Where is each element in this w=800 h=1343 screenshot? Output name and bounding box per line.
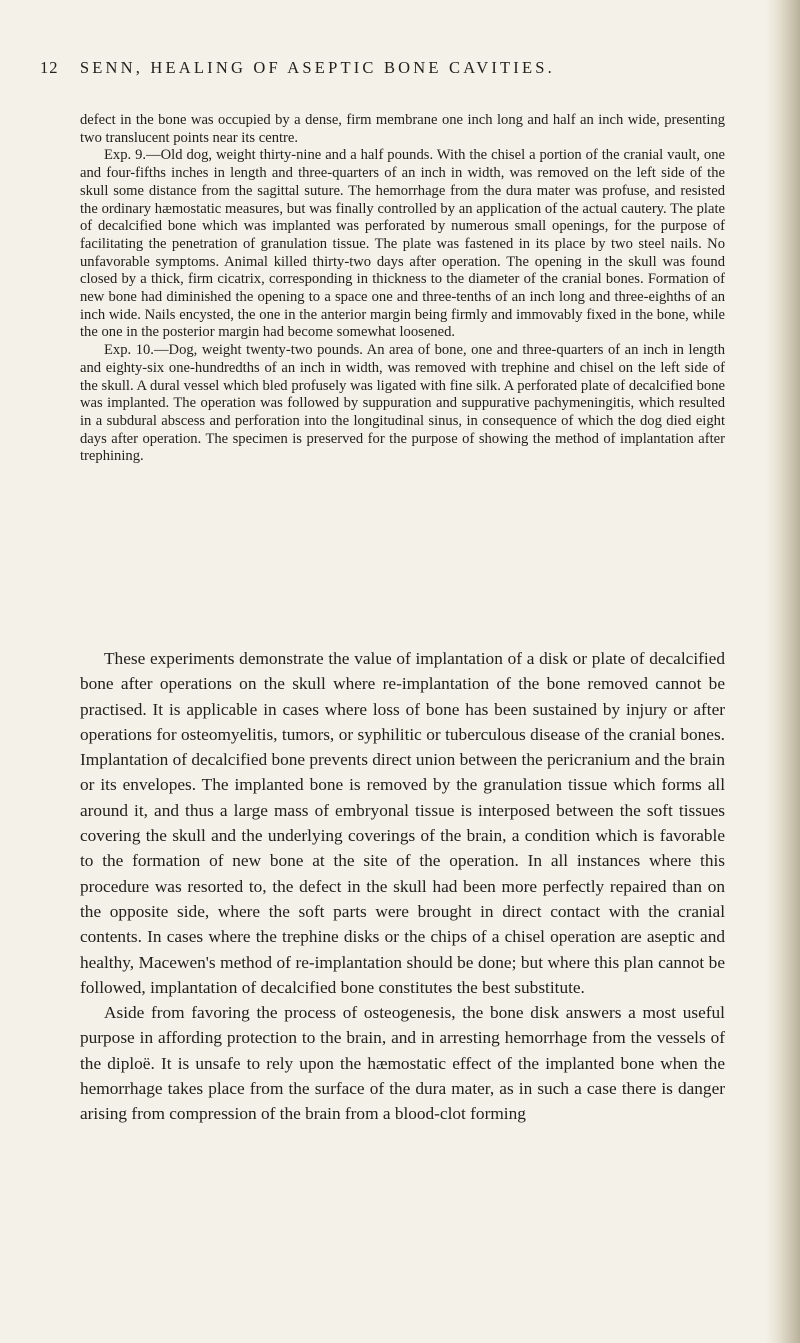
small-paragraph-1: defect in the bone was occupied by a dense, firm membrane one inch long and half an inch wide, presenting two translucent points near its centre. (80, 112, 725, 146)
main-text (80, 646, 725, 1127)
page-number: 12 (40, 58, 59, 77)
experiment-10-paragraph: Exp. 10.—Dog, weight twenty-two pounds. An area of bone, one and three-quarters of an inch in length and eighty-six one-hundredths of an inch in width, was removed with trephine and chisel on the left side of the skull. A dural vessel which bled profusely was ligated with fine silk. A perforated plate of decalcified bone was implanted. The operation was followed by suppuration and suppurative pachymeningitis, which resulted in a subdural abscess and perforation into the longitudinal sinus, in consequence of which the dog died eight days after operation. The specimen is preserved for the purpose of showing the method of implantation after trephining. (80, 342, 725, 465)
page-binding-shadow (766, 0, 800, 1343)
running-header (40, 58, 740, 78)
conclusion-paragraph: These experiments demonstrate the value of implantation of a disk or plate of decalcified bone after operations on the skull where re-implantation of the bone removed cannot be practised. It is applicable in cases where loss of bone has been sustained by injury or after operations for osteomyelitis, tumors, or syphilitic or tuberculous disease of the cranial bones. Implantation of decalcified bone prevents direct union between the pericranium and the brain or its envelopes. The implanted bone is removed by the granulation tissue which forms all around it, and thus a large mass of embryonal tissue is interposed between the soft tissues covering the skull and the underlying coverings of the brain, a condition which is favorable to the formation of new bone at the site of the operation. In all instances where this procedure was resorted to, the defect in the skull had been more perfectly repaired than on the opposite side, where the soft parts were brought in direct contact with the cranial contents. In cases where the trephine disks or the chips of a chisel operation are aseptic and healthy, Macewen's method of re-implantation should be done; but where this plan cannot be followed, implantation of decalcified bone constitutes the best substitute. (80, 649, 725, 997)
osteogenesis-paragraph: Aside from favoring the process of osteogenesis, the bone disk answers a most useful purpose in affording protection to the brain, and in arresting hemorrhage from the vessels of the diploë. It is unsafe to rely upon the hæmostatic effect of the implanted bone when the hemorrhage takes place from the surface of the dura mater, as in such a case there is danger arising from compression of the brain from a blood-clot forming (80, 1003, 725, 1124)
experiment-9-paragraph: Exp. 9.—Old dog, weight thirty-nine and a half pounds. With the chisel a portion of the cranial vault, one and four-fifths inches in length and three-quarters of an inch in width, was removed on the left side of the skull some distance from the sagittal suture. The hemorrhage from the dura mater was profuse, and resisted the ordinary hæmostatic measures, but was finally controlled by an application of the actual cautery. The plate of decalcified bone which was implanted was perforated by numerous small openings, for the purpose of facilitating the penetration of granulation tissue. The plate was fastened in its place by two steel nails. No unfavorable symptoms. Animal killed thirty-two days after operation. The opening in the skull was found closed by a thick, firm cicatrix, corresponding in thickness to the diameter of the cranial bones. Formation of new bone had diminished the opening to a space one and three-tenths of an inch long and three-eighths of an inch wide. Nails encysted, the one in the anterior margin being firmly and immovably fixed in the bone, while the one in the posterior margin had become somewhat loosened. (80, 147, 725, 341)
running-title: SENN, HEALING OF ASEPTIC BONE CAVITIES. (79, 58, 555, 77)
experiment-notes (80, 112, 725, 466)
